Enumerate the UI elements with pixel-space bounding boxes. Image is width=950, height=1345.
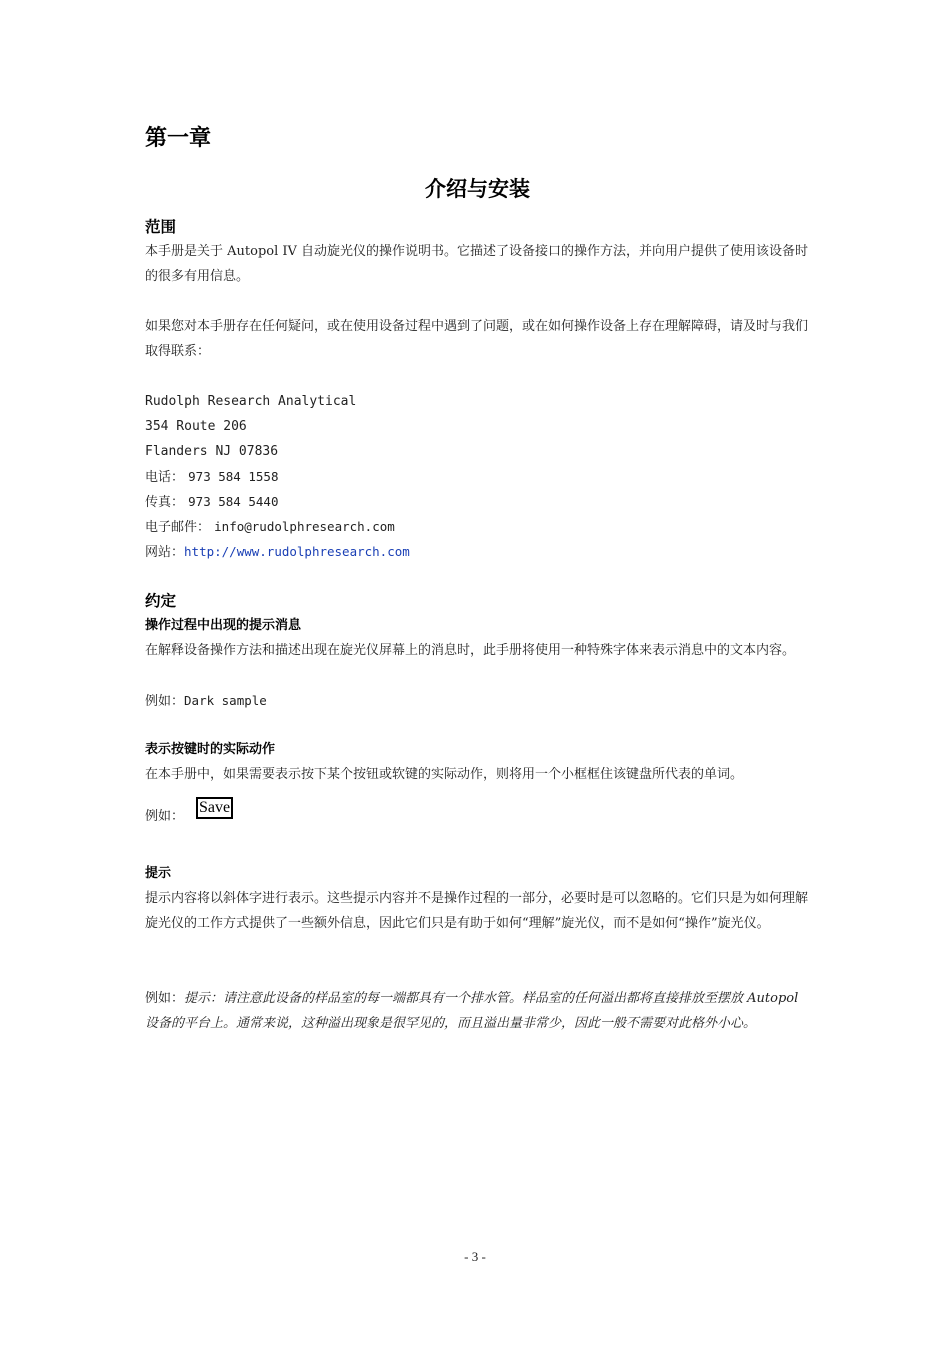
keys-paragraph: 在本手册中，如果需要表示按下某个按钮或软键的实际动作，则将用一个小框框住该键盘所代表的单词。 — [145, 767, 744, 782]
contact-street: 354 Route 206 — [145, 419, 247, 434]
contact-email — [145, 514, 395, 540]
fax-number: 973 584 5440 — [188, 494, 279, 509]
email-address: info@rudolphresearch.com — [214, 519, 395, 534]
chapter-heading: 第一章 — [145, 126, 212, 151]
email-label: 电子邮件： — [145, 520, 211, 535]
subheading-tips: 提示 — [145, 866, 172, 881]
page-title: 介绍与安装 — [425, 177, 530, 201]
contact-city: Flanders NJ 07836 — [145, 444, 279, 459]
tips-example — [145, 986, 810, 1036]
prompts-example — [145, 688, 267, 714]
phone-label: 电话： — [145, 470, 185, 485]
save-key-box: Save — [196, 797, 233, 819]
fax-label: 传真： — [145, 495, 185, 510]
subheading-prompts: 操作过程中出现的提示消息 — [145, 618, 302, 633]
prompts-paragraph: 在解释设备操作方法和描述出现在旋光仪屏幕上的消息时，此手册将使用一种特殊字体来表示消息中的文本内容。 — [145, 643, 796, 658]
prompts-example-value: Dark sample — [184, 693, 267, 708]
contact-fax — [145, 489, 278, 515]
keys-example — [145, 799, 233, 829]
contact-phone — [145, 464, 278, 490]
page-number: - 3 - — [464, 1249, 486, 1264]
scope-paragraph-1: 本手册是关于 Autopol IV 自动旋光仪的操作说明书。它描述了设备接口的操作方法，并向用户提供了使用该设备时的很多有用信息。 — [145, 244, 809, 284]
website-link[interactable]: http://www.rudolphresearch.com — [184, 544, 410, 559]
website-label: 网站： — [145, 545, 185, 560]
tips-paragraph: 提示内容将以斜体字进行表示。这些提示内容并不是操作过程的一部分，必要时是可以忽略的。它们只是为如何理解旋光仪的工作方式提供了一些额外信息，因此它们只是有助于如何“理解”旋光仪，而不是如何“操作”旋光仪。 — [145, 891, 809, 931]
subheading-keys: 表示按键时的实际动作 — [145, 742, 276, 757]
tips-example-label: 例如： — [145, 991, 185, 1006]
phone-number: 973 584 1558 — [188, 469, 279, 484]
tips-example-text: 提示：请注意此设备的样品室的每一端都具有一个排水管。样品室的任何溢出都将直接排放至摆放 Autopol 设备的平台上。通常来说，这种溢出现象是很罕见的，而且溢出量非常少，因此一般不需要对此格外小心。 — [145, 991, 799, 1031]
contact-website — [145, 539, 410, 565]
section-heading-scope: 范围 — [145, 218, 177, 236]
section-heading-conventions: 约定 — [145, 592, 177, 610]
contact-company: Rudolph Research Analytical — [145, 394, 357, 409]
scope-paragraph-2: 如果您对本手册存在任何疑问，或在使用设备过程中遇到了问题，或在如何操作设备上存在理解障碍，请及时与我们取得联系： — [145, 319, 809, 359]
keys-example-label: 例如： — [145, 809, 185, 824]
prompts-example-label: 例如： — [145, 694, 185, 709]
